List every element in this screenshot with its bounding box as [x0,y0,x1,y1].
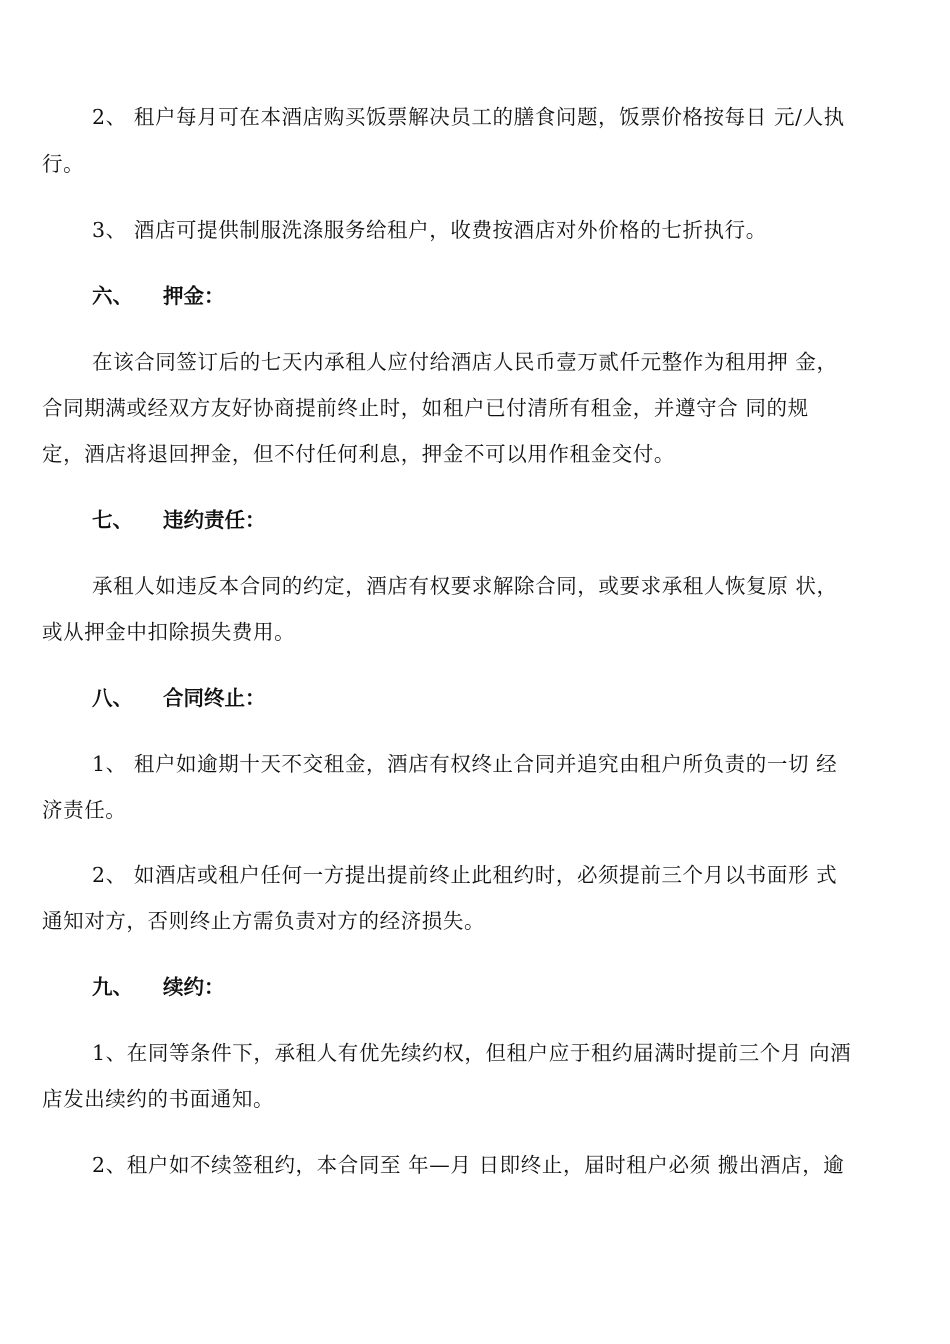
paragraph-line: 1、在同等条件下，承租人有优先续约权，但租户应于租约届满时提前三个月 向酒 [92,1041,852,1065]
paragraph-line: 合同期满或经双方友好协商提前终止时，如租户已付清所有租金，并遵守合 同的规 [42,396,809,420]
paragraph-line: 通知对方，否则终止方需负责对方的经济损失。 [42,909,486,933]
paragraph-line: 2、租户如不续签租约，本合同至 年—月 日即终止，届时租户必须 搬出酒店，逾 [92,1153,845,1177]
section-number: 八、 [92,686,133,710]
section-number: 六、 [92,284,133,308]
section-number: 九、 [92,975,133,999]
paragraph-line: 3、 酒店可提供制服洗涤服务给租户，收费按酒店对外价格的七折执行。 [92,218,767,242]
paragraph-line: 承租人如违反本合同的约定，酒店有权要求解除合同，或要求承租人恢复原 状， [92,574,838,598]
paragraph-line: 2、 租户每月可在本酒店购买饭票解决员工的膳食问题，饭票价格按每日 元/人执 [92,105,845,129]
paragraph-line: 或从押金中扣除损失费用。 [42,620,296,644]
paragraph-line: 济责任。 [42,798,127,822]
section-number: 七、 [92,508,133,532]
paragraph-line: 行。 [42,152,85,176]
section-title: 押金： [163,284,225,308]
section-title: 违约责任： [163,508,266,532]
section-title: 续约： [163,975,225,999]
paragraph-line: 在该合同签订后的七天内承租人应付给酒店人民币壹万贰仟元整作为租用押 金， [92,350,838,374]
paragraph-line: 店发出续约的书面通知。 [42,1087,275,1111]
paragraph-line: 定，酒店将退回押金，但不付任何利息，押金不可以用作租金交付。 [42,442,675,466]
paragraph-line: 2、 如酒店或租户任何一方提出提前终止此租约时，必须提前三个月以书面形 式 [92,863,838,887]
paragraph-line: 1、 租户如逾期十天不交租金，酒店有权终止合同并追究由租户所负责的一切 经 [92,752,838,776]
section-title: 合同终止： [163,686,266,710]
